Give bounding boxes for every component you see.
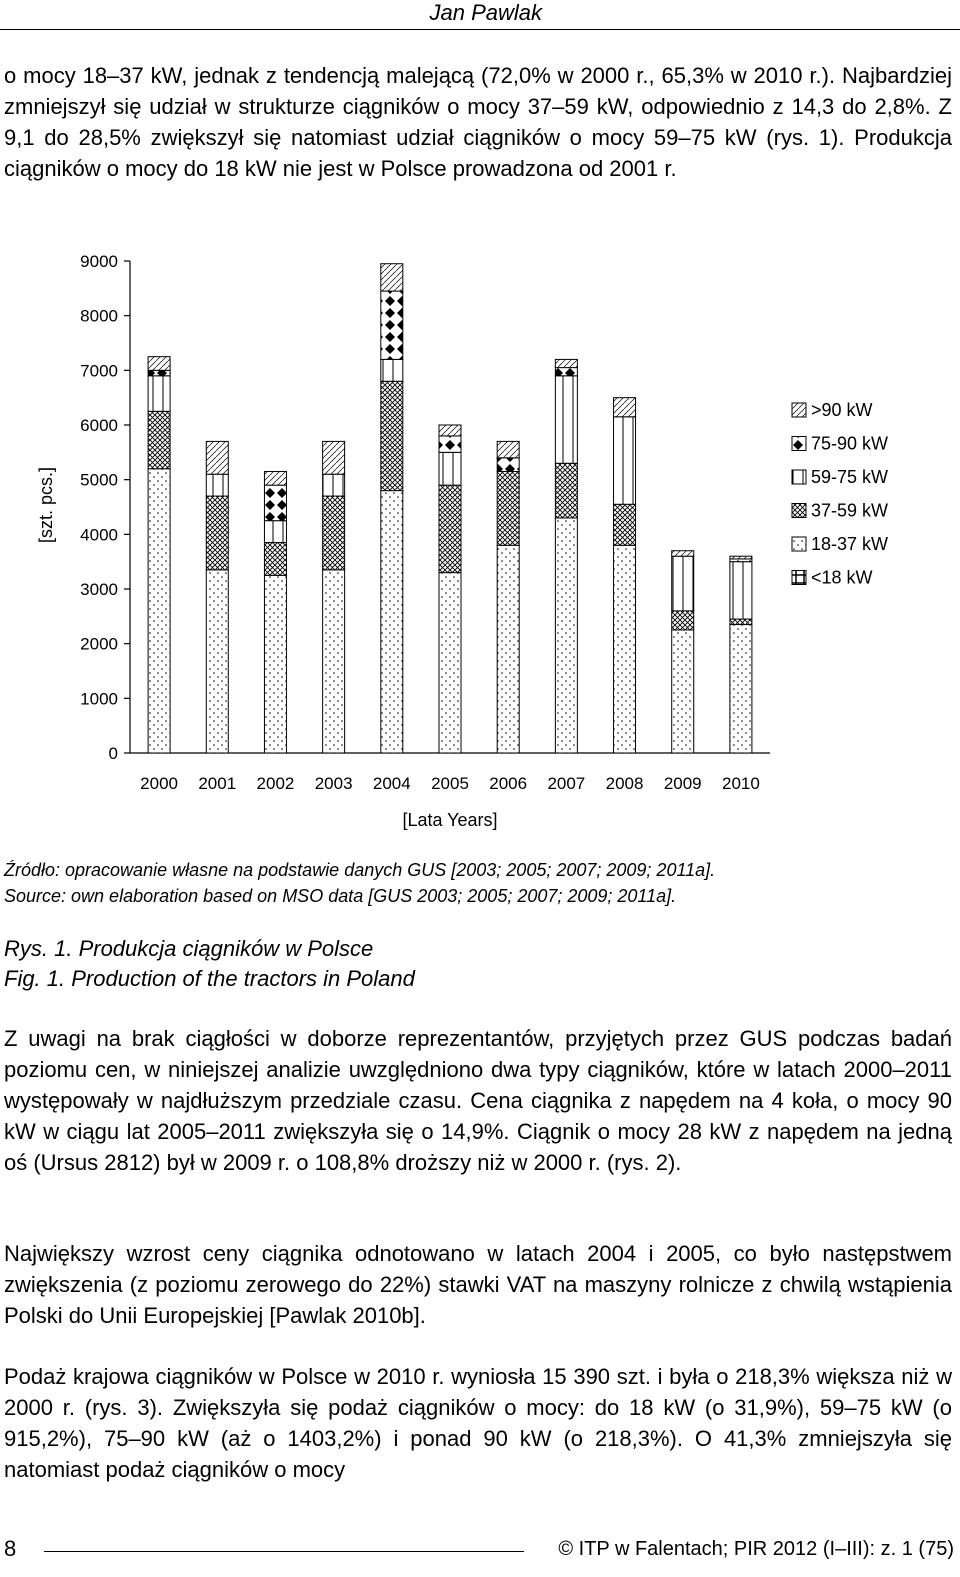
legend-swatch <box>792 504 806 518</box>
bar-segment <box>555 376 577 463</box>
bar-segment <box>730 625 752 753</box>
source-note-pl: Źródło: opracowanie własne na podstawie danych GUS [2003; 2005; 2007; 2009; 2011a]. <box>4 860 716 880</box>
x-tick-label: 2001 <box>198 774 237 793</box>
header-rule <box>0 29 960 30</box>
bar-segment <box>555 463 577 518</box>
x-axis-label: [Lata Years] <box>402 810 498 830</box>
page-header <box>0 0 960 30</box>
bar-segment <box>497 471 519 545</box>
chart-axes <box>80 252 770 793</box>
paragraph-1: o mocy 18–37 kW, jednak z tendencją malejącą (72,0% w 2000 r., 65,3% w 2010 r.). Najbardziej zmniejszył się udział w strukturze ciągników o mocy 37–59 kW, odpowiednio z 14,3 do 2,8%. Z 9,1 do 28,5% zwiększył się natomiast udział ciągników o mocy 59–75 kW (rys. 1). Produkcja ciągników o mocy do 18 kW nie jest w Polsce prowadzona od 2001 r. <box>4 63 952 181</box>
bar-segment <box>206 474 228 496</box>
paragraph-4: Podaż krajowa ciągników w Polsce w 2010 r. wyniosła 15 390 szt. i była o 218,3% większa niż w 2000 r. (rys. 3). Zwiększyła się podaż ciągników o mocy: do 18 kW (o 31,9%), 59–75 kW (o 915,2%), 75–90 kW (aż o 1403,2%) i ponad 90 kW (o 218,3%). O 41,3% zmniejszyła się natomiast podaż ciągników o mocy <box>4 1364 952 1482</box>
x-tick-label: 2000 <box>140 774 179 793</box>
legend-label: 75-90 kW <box>811 433 889 454</box>
bar-segment <box>381 381 403 490</box>
page-number: 8 <box>4 1536 17 1561</box>
legend-label: <18 kW <box>811 567 873 588</box>
y-tick-label: 8000 <box>80 306 118 326</box>
y-tick-label: 2000 <box>80 634 118 654</box>
paragraph-2: Z uwagi na brak ciągłości w doborze reprezentantów, przyjętych przez GUS podczas badań poziomu cen, w niniejszej analizie uwzględniono dwa typy ciągników, które w latach 2000–2011 występowały w najdłuższym przedziale czasu. Cena ciągnika z napędem na 4 koła, o mocy 90 kW w ciągu lat 2005–2011 zwiększyła się o 14,9%. Ciągnik o mocy 28 kW z napędem na jedną oś (Ursus 2812) był w 2009 r. o 108,8% droższy niż w 2000 r. (rys. 2). <box>4 1026 952 1175</box>
bar-segment <box>672 630 694 753</box>
bar-segment <box>555 359 577 367</box>
source-note-en: Source: own elaboration based on MSO data [GUS 2003; 2005; 2007; 2009; 2011a]. <box>4 886 677 906</box>
bar-segment <box>439 425 461 436</box>
y-tick-label: 6000 <box>80 416 118 435</box>
x-tick-label: 2005 <box>431 774 469 793</box>
x-tick-label: 2002 <box>256 774 295 793</box>
bar-segment <box>381 264 403 291</box>
bar-segment <box>264 521 286 543</box>
bar-segment <box>555 368 577 376</box>
bar-segment <box>614 504 636 545</box>
bar-segment <box>439 573 461 753</box>
bar-segment <box>148 411 170 468</box>
bar-segment <box>323 441 345 474</box>
x-tick-label: 2008 <box>605 774 644 793</box>
bar-segment <box>206 441 228 474</box>
bar-segment <box>148 376 170 412</box>
bar-segment <box>264 543 286 576</box>
legend-swatch <box>792 403 806 417</box>
bar-segment <box>148 357 170 371</box>
tractor-production-chart <box>0 235 960 835</box>
bar-segment <box>497 545 519 753</box>
bar-segment <box>730 619 752 624</box>
bar-segment <box>439 452 461 485</box>
y-tick-label: 0 <box>108 744 118 763</box>
journal-reference: © ITP w Falentach; PIR 2012 (I–III): z. 1 (75) <box>558 1538 954 1560</box>
legend-swatch <box>792 470 806 484</box>
x-tick-label: 2010 <box>721 774 760 793</box>
y-tick-label: 9000 <box>80 252 118 271</box>
bar-segment <box>148 469 170 753</box>
bar-segment <box>323 570 345 753</box>
y-tick-label: 5000 <box>80 470 118 490</box>
bar-segment <box>381 291 403 359</box>
bar-segment <box>730 556 752 559</box>
footer-rule <box>44 1551 524 1552</box>
x-tick-label: 2004 <box>372 774 411 793</box>
running-head-author: Jan Pawlak <box>429 0 542 25</box>
bar-segment <box>730 562 752 619</box>
figure-caption-pl: Rys. 1. Produkcja ciągników w Polsce <box>4 936 374 961</box>
bar-segment <box>206 570 228 753</box>
y-tick-label: 7000 <box>80 361 118 381</box>
bar-segment <box>439 436 461 452</box>
bar-segment <box>206 496 228 570</box>
legend-label: 59-75 kW <box>811 467 889 487</box>
bar-segment <box>497 441 519 457</box>
bar-segment <box>381 491 403 753</box>
bar-segment <box>264 575 286 753</box>
bar-segment <box>323 496 345 570</box>
bar-segment <box>555 518 577 753</box>
bar-segment <box>672 551 694 556</box>
bar-segment <box>672 556 694 611</box>
legend-label: 18-37 kW <box>811 534 889 554</box>
bar-segment <box>148 370 170 375</box>
bar-segment <box>614 545 636 753</box>
figure-caption-en: Fig. 1. Production of the tractors in Poland <box>4 966 415 991</box>
y-tick-label: 3000 <box>80 580 118 599</box>
legend-swatch <box>792 571 806 585</box>
bar-segment <box>614 398 636 417</box>
bar-segment <box>264 471 286 485</box>
chart-bars <box>148 264 752 753</box>
legend-swatch <box>792 437 806 451</box>
x-tick-label: 2007 <box>547 774 586 793</box>
bar-segment <box>614 417 636 504</box>
bar-segment <box>497 458 519 472</box>
y-tick-label: 4000 <box>80 525 118 545</box>
paragraph-3: Największy wzrost ceny ciągnika odnotowano w latach 2004 i 2005, co było następstwem zwiększenia (z poziomu zerowego do 22%) stawki VAT na maszyny rolnicze z chwilą wstąpienia Polski do Unii Europejskiej [Pawlak 2010b]. <box>4 1241 952 1328</box>
bar-segment <box>672 611 694 630</box>
legend-swatch <box>792 537 806 551</box>
chart-legend <box>792 400 888 588</box>
bar-segment <box>323 474 345 496</box>
y-axis-label: [szt. pcs.] <box>36 466 56 544</box>
bar-segment <box>381 359 403 381</box>
legend-label: 37-59 kW <box>811 500 889 521</box>
legend-label: >90 kW <box>811 400 873 420</box>
bar-segment <box>439 485 461 572</box>
y-tick-label: 1000 <box>80 689 118 709</box>
x-tick-label: 2009 <box>663 774 702 793</box>
x-tick-label: 2006 <box>489 774 528 793</box>
bar-segment <box>264 485 286 521</box>
x-tick-label: 2003 <box>314 774 353 793</box>
